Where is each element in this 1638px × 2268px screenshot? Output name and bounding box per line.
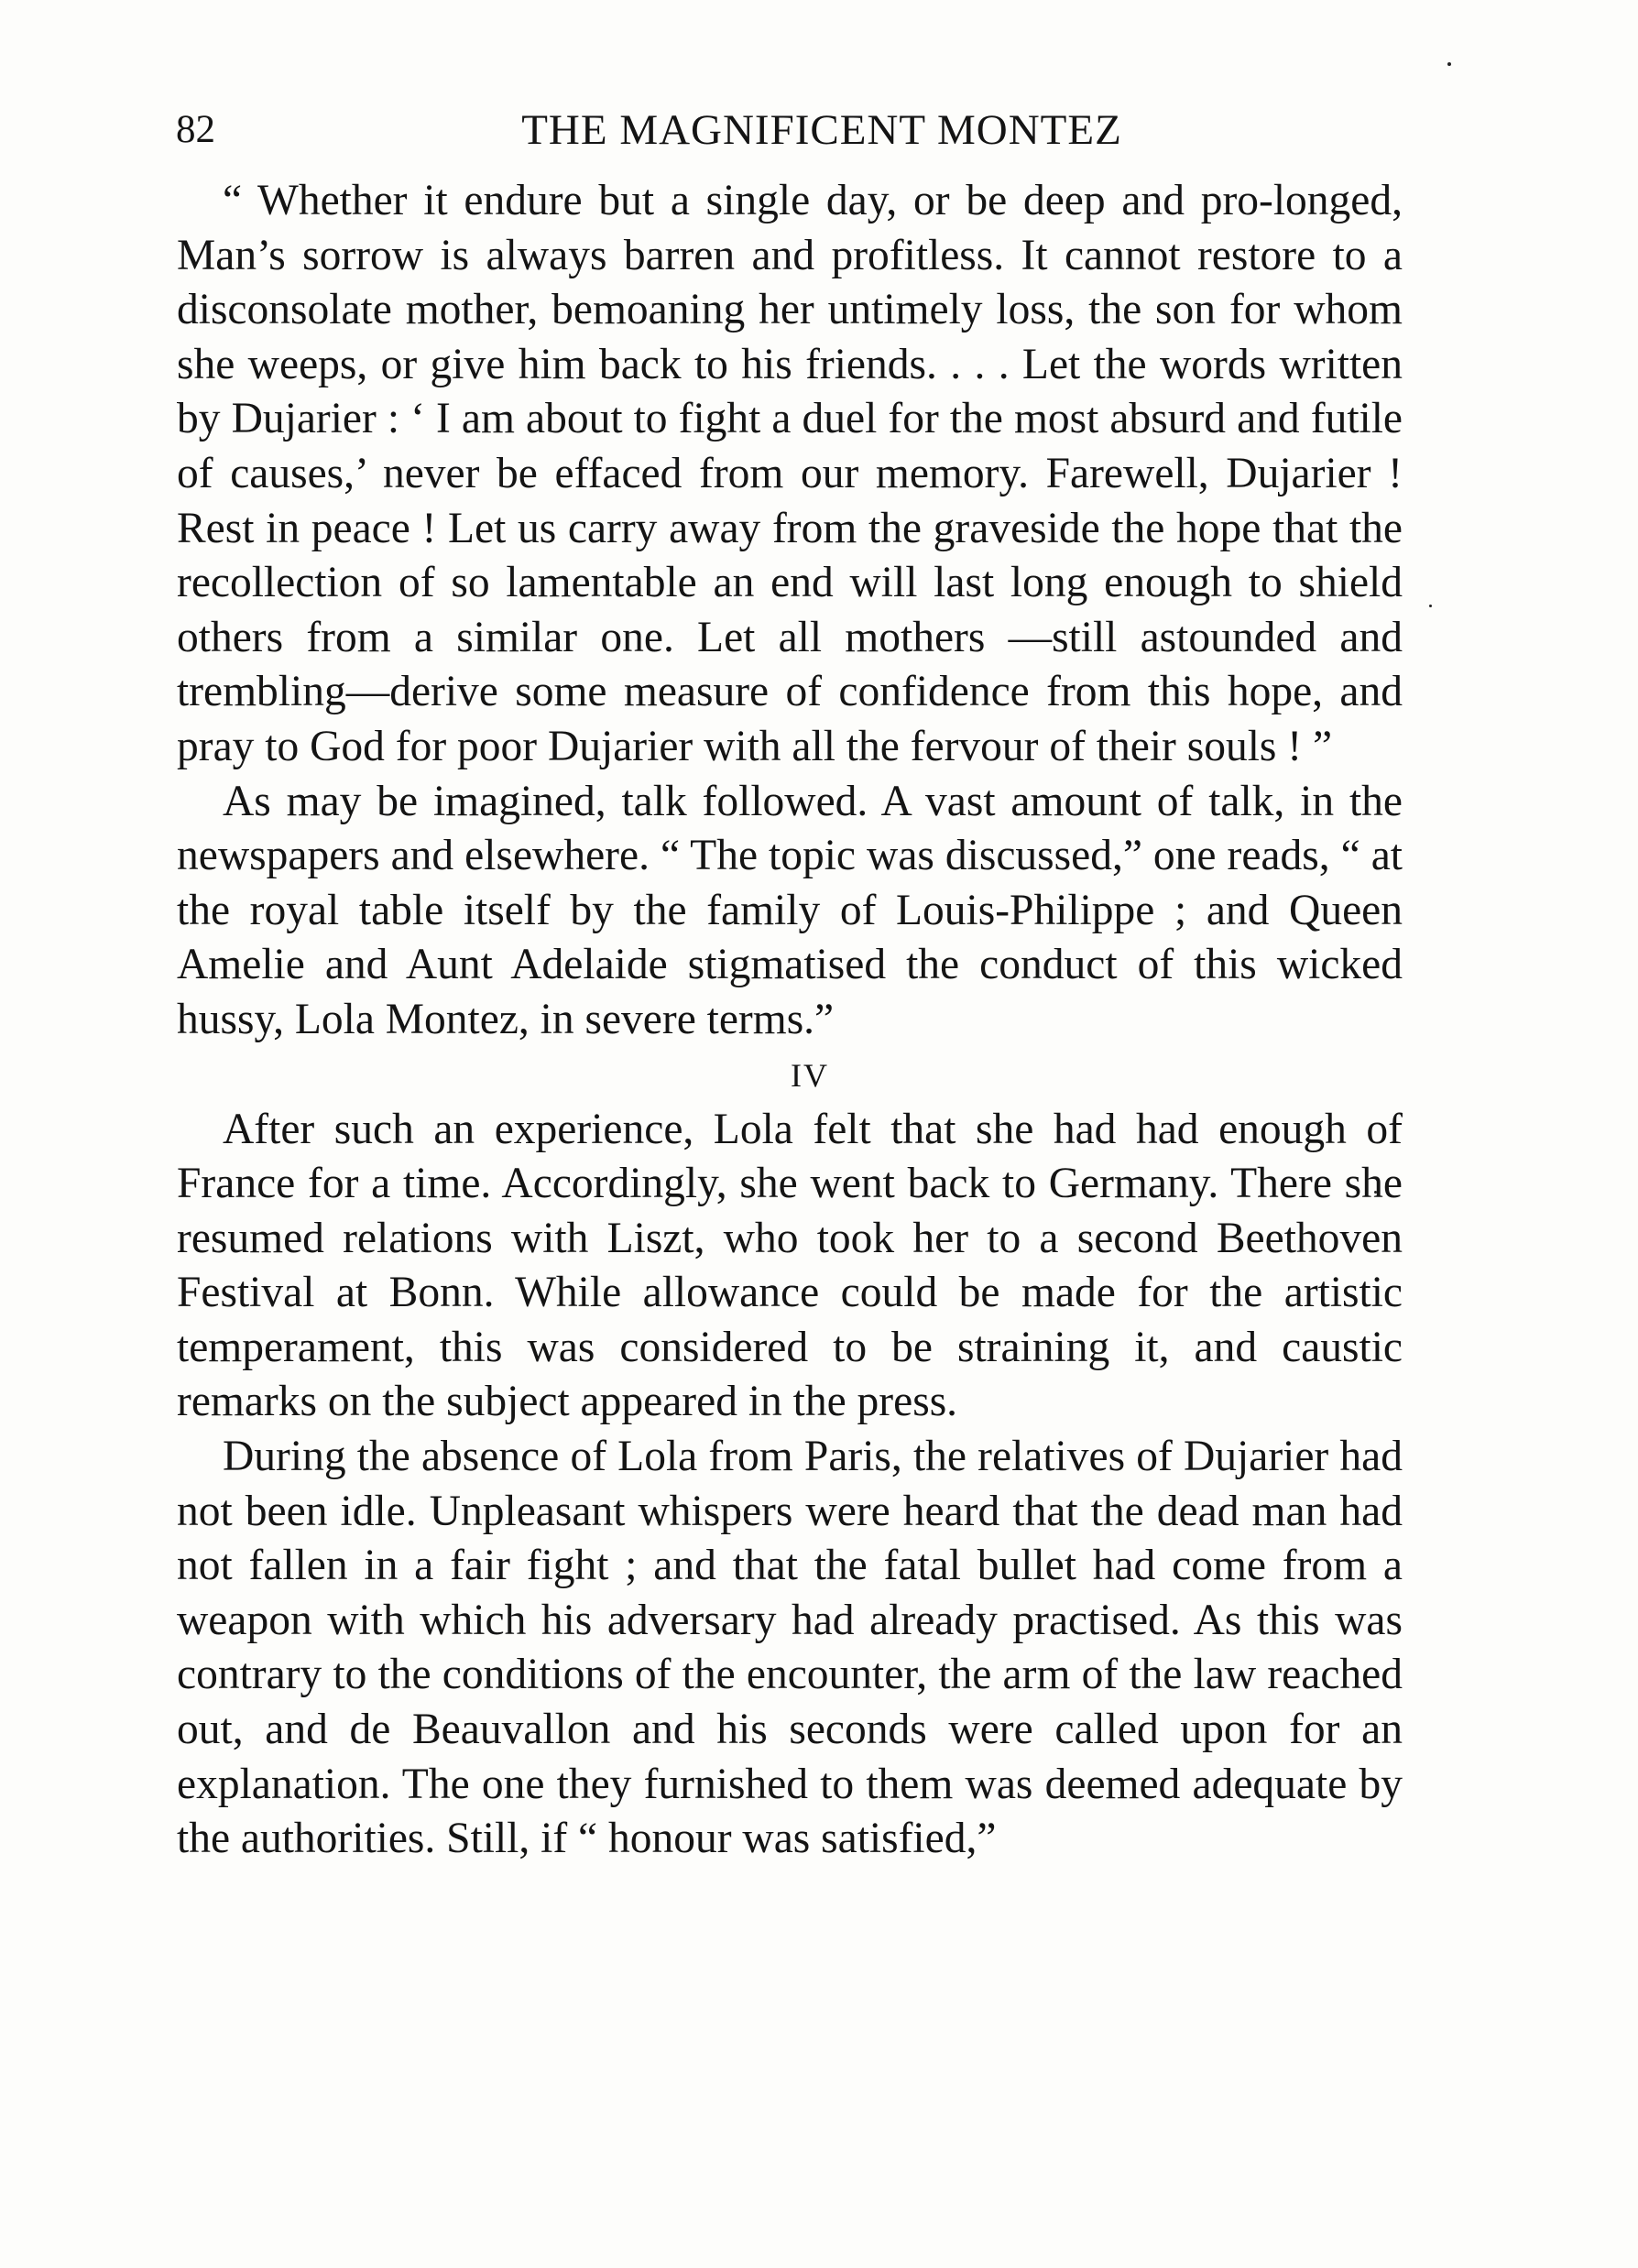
- section-number: IV: [791, 1056, 829, 1094]
- page-header: [176, 93, 1403, 167]
- paragraph: As may be imagined, talk followed. A vast amount of talk, in the newspapers and elsewhere. “ The topic was discussed,” one reads, “ at the royal table itself by the family of Louis-Philippe ; and Queen Amelie and Aunt Adelaide stigmatised the conduct of this wicked hussy, Lola Montez, in severe terms.”: [177, 777, 1403, 1043]
- paragraph: After such an experience, Lola felt that she had had enough of France for a time. Accordingly, she went back to Germany. There she resumed relations with Liszt, who took her to a second Beethoven Festival at Bonn. While allowance could be made for the artistic temperament, this was considered to be straining it, and caustic remarks on the subject appeared in the press.: [177, 1105, 1403, 1426]
- paragraph: “ Whether it endure but a single day, or be deep and pro-longed, Man’s sorrow is always barren and profitless. It cannot restore to a disconsolate mother, bemoaning her untimely loss, the son for whom she weeps, or give him back to his friends. . . . Let the words written by Dujarier : ‘ I am about to fight a duel for the most absurd and futile of causes,’ never be effaced from our memory. Farewell, Dujarier ! Rest in peace ! Let us carry away from the graveside the hope that the recollection of so lamentable an end will last long enough to shield others from a similar one. Let all mothers —still astounded and trembling—derive some measure of confidence from this hope, and pray to God for poor Dujarier with all the fervour of their souls ! ”: [177, 177, 1403, 770]
- ink-speck: [1429, 605, 1432, 607]
- body-text: [177, 174, 1403, 1867]
- ink-speck: [1447, 62, 1451, 66]
- page-number: 82: [176, 108, 215, 151]
- paragraph: During the absence of Lola from Paris, the relatives of Dujarier had not been idle. Unpleasant whispers were heard that the dead man had not fallen in a fair fight ; and that the fatal bullet had come from a weapon with which his adversary had already practised. As this was contrary to the conditions of the encounter, the arm of the law reached out, and de Beauvallon and his seconds were called upon for an explanation. The one they furnished to them was deemed adequate by the authorities. Still, if “ honour was satisfied,”: [177, 1433, 1403, 1863]
- running-title: THE MAGNIFICENT MONTEZ: [521, 106, 1122, 154]
